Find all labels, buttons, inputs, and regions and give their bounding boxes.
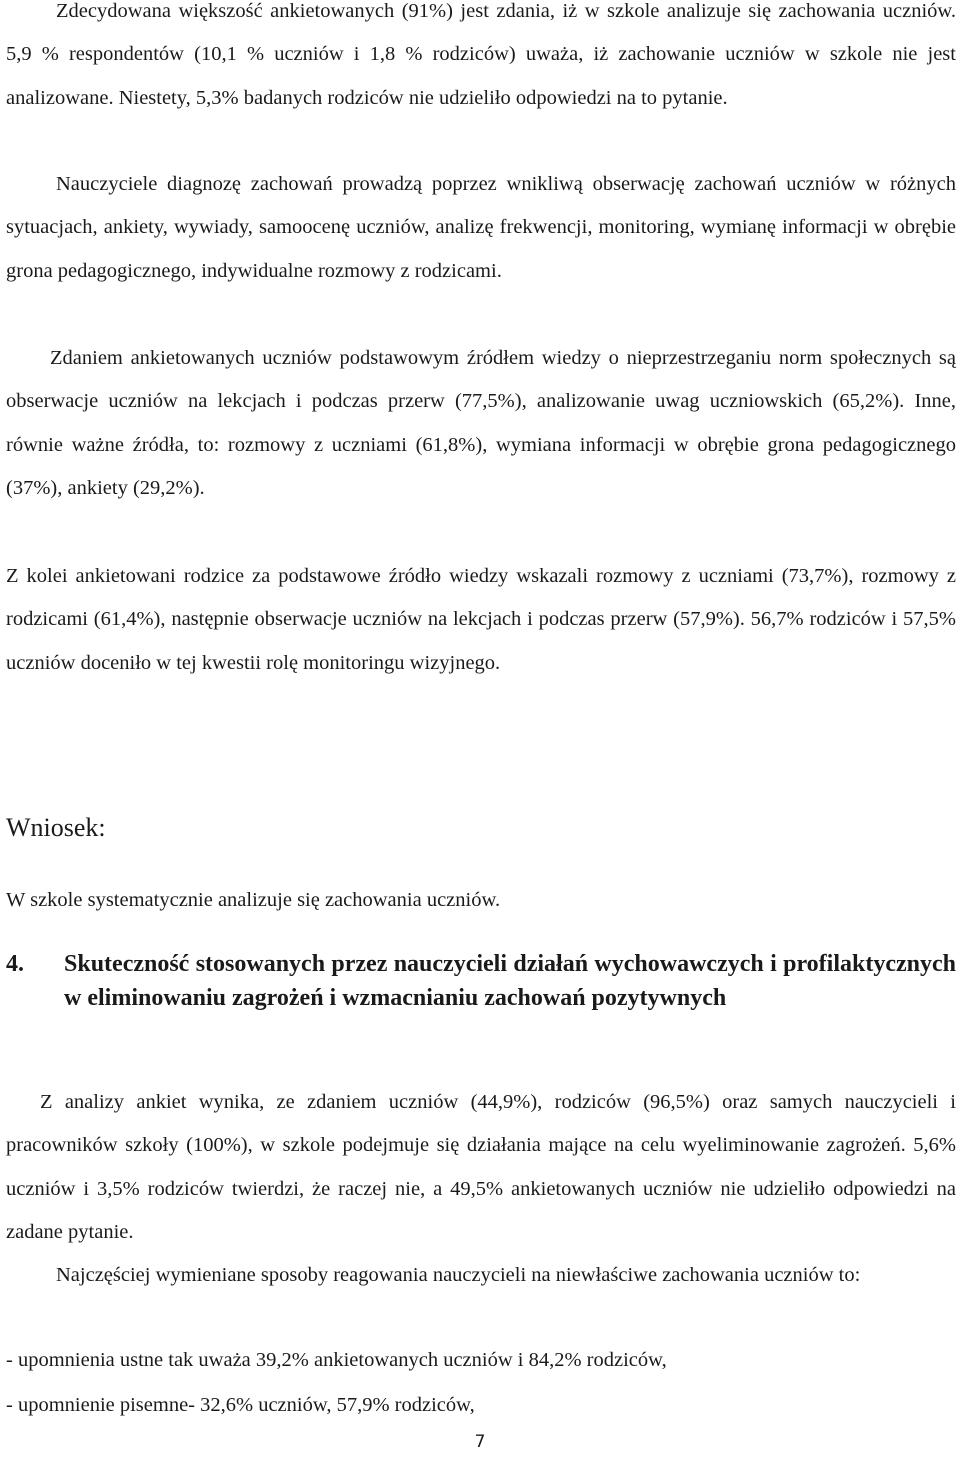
paragraph-reaction-methods: Najczęściej wymieniane sposoby reagowania nauczycieli na niewłaściwe zachowania uczniów to:: [56, 1264, 861, 1286]
section-number: 4.: [6, 951, 24, 977]
section-heading: [6, 948, 956, 1015]
paragraph-parent-sources: Z kolei ankietowani rodzice za podstawowe źródło wiedzy wskazali rozmowy z uczniami (73,7%), rozmowy z rodzicami (61,4%), następnie obserwacje uczniów na lekcjach i podczas przerw (57,9%). 56,7% rodziców i 57,5% uczniów doceniło w tej kwestii rolę monitoringu wizyjnego.: [6, 565, 956, 674]
conclusion-heading: Wniosek:: [6, 813, 106, 842]
page-number: 7: [474, 1432, 486, 1452]
section-title: Skuteczność stosowanych przez nauczycieli działań wychowawczych i profilaktycznych w eliminowaniu zagrożeń i wzmacnianiu zachowań pozytywnych: [64, 951, 956, 1011]
list-item: - upomnienia ustne tak uważa 39,2% ankietowanych uczniów i 84,2% rodziców,: [6, 1349, 667, 1371]
list-item: - upomnienie pisemne- 32,6% uczniów, 57,9% rodziców,: [6, 1394, 475, 1416]
paragraph-behavior-analysis: Zdecydowana większość ankietowanych (91%) jest zdania, iż w szkole analizuje się zachowania uczniów. 5,9 % respondentów (10,1 % uczniów i 1,8 % rodziców) uważa, iż zachowanie uczniów w szkole nie jest analizowane. Niestety, 5,3% badanych rodziców nie udzieliło odpowiedzi na to pytanie.: [6, 0, 956, 109]
paragraph-diagnosis-methods: Nauczyciele diagnozę zachowań prowadzą poprzez wnikliwą obserwację zachowań uczniów w różnych sytuacjach, ankiety, wywiady, samoocenę uczniów, analizę frekwencji, monitoring, wymianę informacji w obrębie grona pedagogicznego, indywidualne rozmowy z rodzicami.: [6, 173, 956, 282]
conclusion-text: W szkole systematycznie analizuje się zachowania uczniów.: [6, 889, 501, 911]
paragraph-student-sources: Zdaniem ankietowanych uczniów podstawowym źródłem wiedzy o nieprzestrzeganiu norm społecznych są obserwacje uczniów na lekcjach i podczas przerw (77,5%), analizowanie uwag uczniowskich (65,2%). Inne, równie ważne źródła, to: rozmowy z uczniami (61,8%), wymiana informacji w obrębie grona pedagogicznego (37%), ankiety (29,2%).: [6, 347, 956, 499]
paragraph-prevention-actions: Z analizy ankiet wynika, ze zdaniem uczniów (44,9%), rodziców (96,5%) oraz samych nauczycieli i pracowników szkoły (100%), w szkole podejmuje się działania mające na celu wyeliminowanie zagrożeń. 5,6% uczniów i 3,5% rodziców twierdzi, że raczej nie, a 49,5% ankietowanych uczniów nie udzieliło odpowiedzi na zadane pytanie.: [6, 1091, 956, 1243]
